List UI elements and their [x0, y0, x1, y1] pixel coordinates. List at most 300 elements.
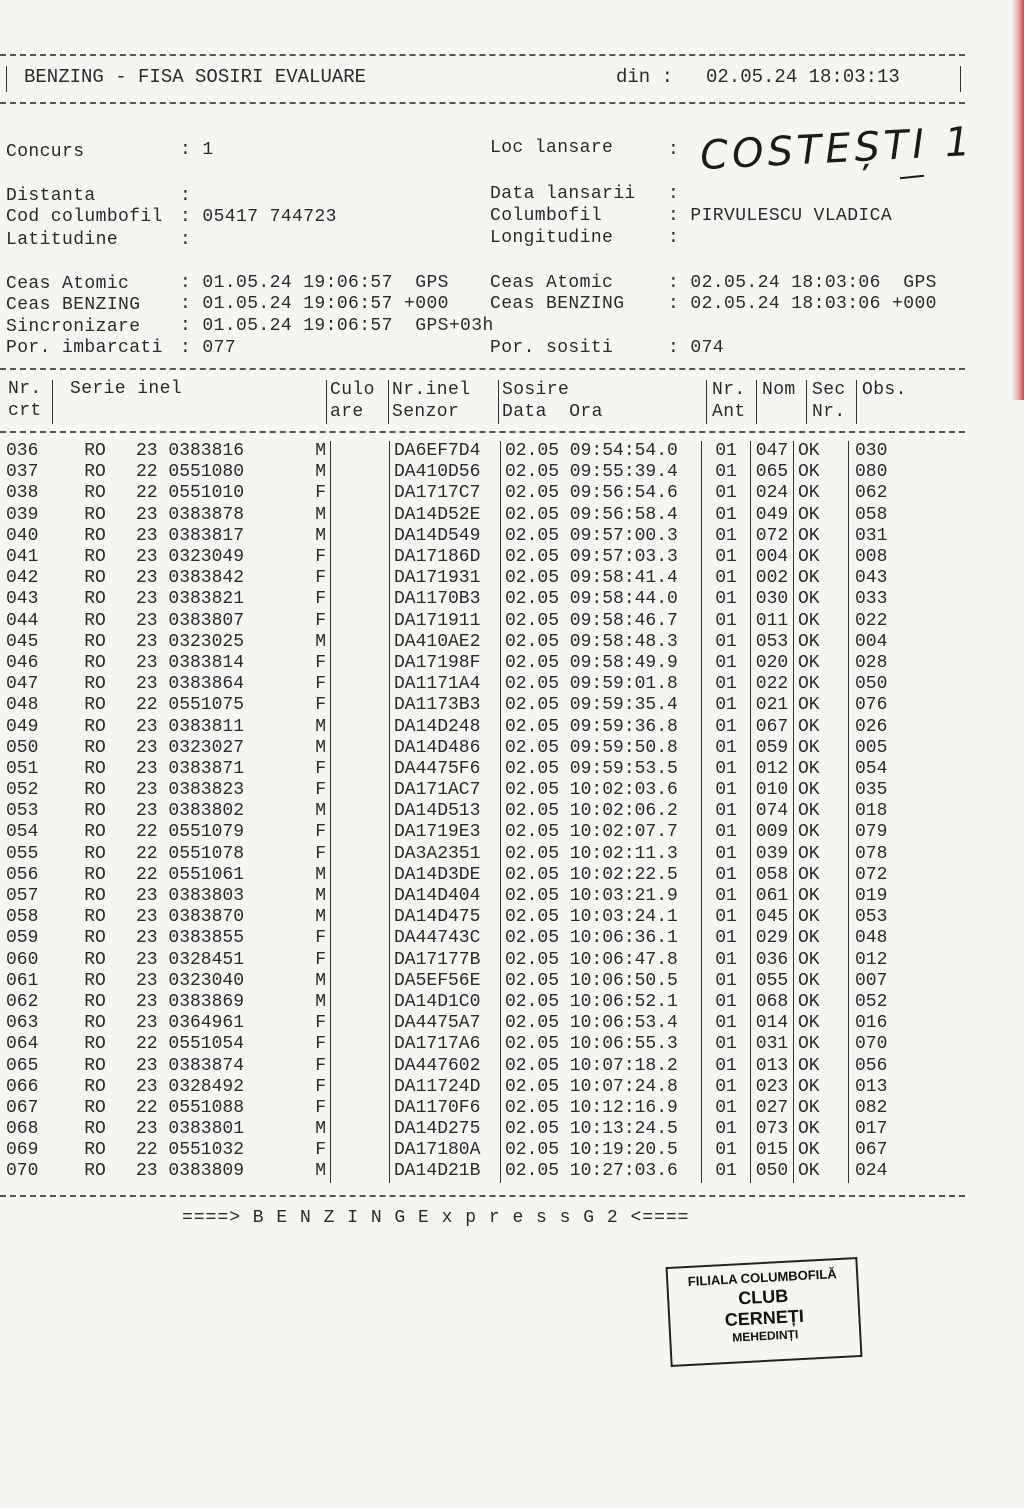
observation: 024	[849, 1161, 916, 1182]
sex-code: F	[315, 589, 326, 610]
observation: 076	[849, 695, 916, 716]
table-row	[6, 1013, 915, 1034]
ring-series: 23 0383811	[136, 716, 245, 737]
antenna-number: 01	[702, 462, 751, 483]
arrival-time: 02.05 09:59:36.8	[501, 716, 702, 737]
arrival-time: 02.05 10:12:16.9	[501, 1098, 702, 1119]
country-code: RO	[84, 801, 106, 822]
row-number: 056	[6, 864, 39, 885]
loc-lansare-label: Loc lansare	[490, 138, 614, 158]
row-number: 070	[6, 1161, 39, 1182]
sex-code: F	[315, 610, 326, 631]
color-cell	[331, 589, 390, 610]
row-number: 055	[6, 843, 39, 864]
nominated-number: 013	[751, 1055, 794, 1076]
observation: 058	[849, 505, 916, 526]
distanta-label: Distanta	[6, 186, 96, 206]
sex-code: F	[315, 843, 326, 864]
antenna-number: 01	[702, 971, 751, 992]
row-number: 045	[6, 631, 39, 652]
divider	[0, 102, 965, 104]
antenna-number: 01	[702, 716, 751, 737]
ring-series: 22 0551032	[136, 1140, 245, 1161]
color-cell	[331, 568, 390, 589]
divider	[806, 380, 807, 424]
sensor-ring: DA14D1C0	[390, 992, 501, 1013]
divider	[756, 380, 757, 424]
arrival-time: 02.05 09:54:54.0	[501, 441, 702, 462]
sensor-ring: DA1171A4	[390, 674, 501, 695]
security-status: OK	[794, 1034, 849, 1055]
antenna-number: 01	[702, 695, 751, 716]
nominated-number: 011	[751, 611, 794, 632]
arrival-time: 02.05 09:57:03.3	[501, 547, 702, 568]
divider	[0, 1195, 965, 1197]
ring-series: 23 0383821	[136, 589, 245, 610]
country-code: RO	[84, 610, 106, 631]
table-row	[6, 738, 915, 759]
sex-code: M	[315, 716, 326, 737]
nominated-number: 002	[751, 568, 794, 589]
col-obs-header: Obs.	[862, 380, 907, 400]
security-status: OK	[794, 886, 849, 907]
antenna-number: 01	[702, 1119, 751, 1140]
arrival-time: 02.05 10:06:53.4	[501, 1013, 702, 1034]
security-status: OK	[794, 865, 849, 886]
security-status: OK	[794, 759, 849, 780]
sex-code: F	[315, 1097, 326, 1118]
color-cell	[331, 674, 390, 695]
security-status: OK	[794, 822, 849, 843]
ring-series: 23 0383874	[136, 1055, 245, 1076]
security-status: OK	[794, 547, 849, 568]
table-row	[6, 716, 915, 737]
sensor-ring: DA5EF56E	[390, 971, 501, 992]
ceas-atomic-start-value: : 01.05.24 19:06:57 GPS	[180, 273, 449, 293]
observation: 012	[849, 950, 916, 971]
antenna-number: 01	[702, 547, 751, 568]
col-ant-header-2: Ant	[712, 402, 746, 422]
sensor-ring: DA1173B3	[390, 695, 501, 716]
antenna-number: 01	[702, 483, 751, 504]
observation: 016	[849, 1013, 916, 1034]
col-sec-header-2: Nr.	[812, 402, 846, 422]
ring-series: 23 0383807	[136, 610, 245, 631]
ring-series: 23 0383823	[136, 780, 245, 801]
nominated-number: 022	[751, 674, 794, 695]
nominated-number: 047	[751, 441, 794, 462]
sex-code: F	[315, 758, 326, 779]
table-row	[6, 865, 915, 886]
nominated-number: 014	[751, 1013, 794, 1034]
arrivals-table	[6, 441, 915, 1183]
arrival-time: 02.05 10:06:47.8	[501, 950, 702, 971]
arrival-time: 02.05 10:06:55.3	[501, 1034, 702, 1055]
ceas-atomic-end-label: Ceas Atomic	[490, 273, 614, 293]
observation: 080	[849, 462, 916, 483]
row-number: 049	[6, 716, 39, 737]
sensor-ring: DA14D513	[390, 801, 501, 822]
sensor-ring: DA171911	[390, 611, 501, 632]
table-row	[6, 653, 915, 674]
nominated-number: 050	[751, 1161, 794, 1182]
row-number: 058	[6, 907, 39, 928]
observation: 072	[849, 865, 916, 886]
row-number: 038	[6, 483, 39, 504]
arrival-time: 02.05 10:03:21.9	[501, 886, 702, 907]
ring-series: 22 0551080	[136, 462, 245, 483]
observation: 053	[849, 907, 916, 928]
country-code: RO	[84, 737, 106, 758]
footer-brand: ====> B E N Z I N G E x p r e s s G 2 <====	[182, 1208, 690, 1228]
row-number: 039	[6, 504, 39, 525]
data-lansarii-value: :	[668, 184, 680, 204]
col-senzor-header: Nr.inel	[392, 380, 471, 400]
row-number: 067	[6, 1097, 39, 1118]
color-cell	[331, 1098, 390, 1119]
nominated-number: 021	[751, 695, 794, 716]
arrival-time: 02.05 09:56:54.6	[501, 483, 702, 504]
table-row	[6, 886, 915, 907]
security-status: OK	[794, 907, 849, 928]
row-number: 059	[6, 928, 39, 949]
security-status: OK	[794, 1077, 849, 1098]
col-serie-header: Serie inel	[70, 379, 183, 399]
sensor-ring: DA6EF7D4	[390, 441, 501, 462]
sex-code: M	[315, 441, 326, 462]
row-number: 065	[6, 1055, 39, 1076]
country-code: RO	[84, 504, 106, 525]
stamp-line-4: MEHEDINȚI	[731, 1327, 799, 1345]
observation: 018	[849, 801, 916, 822]
nominated-number: 059	[751, 738, 794, 759]
observation: 026	[849, 716, 916, 737]
observation: 062	[849, 483, 916, 504]
nominated-number: 036	[751, 950, 794, 971]
color-cell	[331, 865, 390, 886]
observation: 082	[849, 1098, 916, 1119]
table-row	[6, 568, 915, 589]
table-row	[6, 483, 915, 504]
color-cell	[331, 1161, 390, 1182]
ring-series: 22 0551061	[136, 864, 245, 885]
observation: 033	[849, 589, 916, 610]
ring-series: 23 0383801	[136, 1119, 245, 1140]
table-row	[6, 950, 915, 971]
nominated-number: 067	[751, 716, 794, 737]
ring-series: 23 0383870	[136, 907, 245, 928]
antenna-number: 01	[702, 1077, 751, 1098]
ring-series: 23 0328451	[136, 949, 245, 970]
security-status: OK	[794, 738, 849, 759]
antenna-number: 01	[702, 505, 751, 526]
country-code: RO	[84, 652, 106, 673]
arrival-time: 02.05 10:06:36.1	[501, 928, 702, 949]
country-code: RO	[84, 991, 106, 1012]
sensor-ring: DA447602	[390, 1055, 501, 1076]
table-row	[6, 674, 915, 695]
table-row	[6, 1161, 915, 1182]
country-code: RO	[84, 1097, 106, 1118]
sensor-ring: DA3A2351	[390, 844, 501, 865]
security-status: OK	[794, 441, 849, 462]
ring-series: 23 0383864	[136, 674, 245, 695]
observation: 035	[849, 780, 916, 801]
arrival-time: 02.05 10:02:22.5	[501, 865, 702, 886]
ring-series: 23 0383869	[136, 991, 245, 1012]
ceas-atomic-end-value: : 02.05.24 18:03:06 GPS	[668, 273, 937, 293]
col-sosire-header: Sosire	[502, 380, 570, 400]
observation: 067	[849, 1140, 916, 1161]
ring-series: 22 0551088	[136, 1097, 245, 1118]
color-cell	[331, 950, 390, 971]
table-row	[6, 1119, 915, 1140]
sex-code: F	[315, 780, 326, 801]
sex-code: M	[315, 1119, 326, 1140]
arrival-time: 02.05 09:59:53.5	[501, 759, 702, 780]
country-code: RO	[84, 1013, 106, 1034]
antenna-number: 01	[702, 1034, 751, 1055]
antenna-number: 01	[702, 632, 751, 653]
col-nom-header: Nom	[762, 380, 796, 400]
sensor-ring: DA14D475	[390, 907, 501, 928]
ring-series: 23 0323027	[136, 737, 245, 758]
antenna-number: 01	[702, 611, 751, 632]
arrivals-table-body	[6, 441, 915, 1183]
sensor-ring: DA11724D	[390, 1077, 501, 1098]
security-status: OK	[794, 928, 849, 949]
arrival-time: 02.05 10:19:20.5	[501, 1140, 702, 1161]
sensor-ring: DA1170F6	[390, 1098, 501, 1119]
nominated-number: 073	[751, 1119, 794, 1140]
country-code: RO	[84, 1140, 106, 1161]
country-code: RO	[84, 864, 106, 885]
table-row	[6, 759, 915, 780]
color-cell	[331, 992, 390, 1013]
nominated-number: 058	[751, 865, 794, 886]
ring-series: 23 0323049	[136, 547, 245, 568]
security-status: OK	[794, 653, 849, 674]
row-number: 036	[6, 441, 39, 462]
row-number: 053	[6, 801, 39, 822]
table-row	[6, 611, 915, 632]
divider	[498, 380, 499, 424]
arrival-time: 02.05 10:27:03.6	[501, 1161, 702, 1182]
stamp-line-3: CERNEȚI	[724, 1305, 805, 1331]
country-code: RO	[84, 1034, 106, 1055]
sensor-ring: DA17177B	[390, 950, 501, 971]
latitudine-label: Latitudine	[6, 230, 119, 250]
sex-code: F	[315, 1034, 326, 1055]
table-row	[6, 589, 915, 610]
cod-columbofil-value: : 05417 744723	[180, 207, 337, 227]
ring-series: 23 0383878	[136, 504, 245, 525]
arrival-time: 02.05 10:07:18.2	[501, 1055, 702, 1076]
row-number: 062	[6, 991, 39, 1012]
observation: 028	[849, 653, 916, 674]
nominated-number: 065	[751, 462, 794, 483]
sensor-ring: DA44743C	[390, 928, 501, 949]
country-code: RO	[84, 907, 106, 928]
row-number: 043	[6, 589, 39, 610]
nominated-number: 004	[751, 547, 794, 568]
ceas-benzing-end-label: Ceas BENZING	[490, 294, 625, 314]
ceas-benzing-start-value: : 01.05.24 19:06:57 +000	[180, 294, 449, 314]
sensor-ring: DA410D56	[390, 462, 501, 483]
color-cell	[331, 1077, 390, 1098]
color-cell	[331, 1034, 390, 1055]
ring-series: 23 0383855	[136, 928, 245, 949]
country-code: RO	[84, 547, 106, 568]
latitudine-value: :	[180, 230, 192, 250]
color-cell	[331, 886, 390, 907]
nominated-number: 061	[751, 886, 794, 907]
arrival-time: 02.05 10:13:24.5	[501, 1119, 702, 1140]
divider	[0, 431, 965, 433]
security-status: OK	[794, 844, 849, 865]
country-code: RO	[84, 758, 106, 779]
observation: 030	[849, 441, 916, 462]
antenna-number: 01	[702, 1055, 751, 1076]
sensor-ring: DA14D549	[390, 526, 501, 547]
sensor-ring: DA14D275	[390, 1119, 501, 1140]
color-cell	[331, 971, 390, 992]
por-imbarcati-value: : 077	[180, 338, 237, 358]
antenna-number: 01	[702, 886, 751, 907]
arrival-time: 02.05 09:58:41.4	[501, 568, 702, 589]
security-status: OK	[794, 526, 849, 547]
row-number: 064	[6, 1034, 39, 1055]
col-culoare-header: Culo	[330, 380, 375, 400]
country-code: RO	[84, 674, 106, 695]
sincronizare-value: : 01.05.24 19:06:57 GPS+03h	[180, 316, 494, 336]
row-number: 061	[6, 970, 39, 991]
table-row	[6, 971, 915, 992]
observation: 056	[849, 1055, 916, 1076]
color-cell	[331, 505, 390, 526]
sex-code: M	[315, 462, 326, 483]
sensor-ring: DA14D52E	[390, 505, 501, 526]
antenna-number: 01	[702, 568, 751, 589]
ring-series: 23 0383814	[136, 652, 245, 673]
nominated-number: 072	[751, 526, 794, 547]
arrival-time: 02.05 10:03:24.1	[501, 907, 702, 928]
security-status: OK	[794, 1013, 849, 1034]
color-cell	[331, 780, 390, 801]
nominated-number: 015	[751, 1140, 794, 1161]
security-status: OK	[794, 483, 849, 504]
row-number: 069	[6, 1140, 39, 1161]
country-code: RO	[84, 525, 106, 546]
color-cell	[331, 632, 390, 653]
divider	[856, 380, 857, 424]
sensor-ring: DA4475A7	[390, 1013, 501, 1034]
antenna-number: 01	[702, 928, 751, 949]
security-status: OK	[794, 505, 849, 526]
arrival-time: 02.05 10:07:24.8	[501, 1077, 702, 1098]
report-date: 02.05.24 18:03:13	[706, 66, 900, 88]
nominated-number: 049	[751, 505, 794, 526]
security-status: OK	[794, 695, 849, 716]
sensor-ring: DA17198F	[390, 653, 501, 674]
ring-series: 23 0364961	[136, 1013, 245, 1034]
longitudine-label: Longitudine	[490, 228, 614, 248]
ring-series: 23 0383871	[136, 758, 245, 779]
sincronizare-label: Sincronizare	[6, 317, 141, 337]
country-code: RO	[84, 780, 106, 801]
color-cell	[331, 716, 390, 737]
sensor-ring: DA1170B3	[390, 589, 501, 610]
table-row	[6, 632, 915, 653]
nominated-number: 030	[751, 589, 794, 610]
sex-code: F	[315, 652, 326, 673]
row-number: 050	[6, 737, 39, 758]
observation: 050	[849, 674, 916, 695]
sensor-ring: DA14D3DE	[390, 865, 501, 886]
antenna-number: 01	[702, 526, 751, 547]
sex-code: F	[315, 547, 326, 568]
row-number: 051	[6, 758, 39, 779]
col-ant-header: Nr.	[712, 380, 746, 400]
observation: 048	[849, 928, 916, 949]
sex-code: M	[315, 504, 326, 525]
observation: 013	[849, 1077, 916, 1098]
nominated-number: 045	[751, 907, 794, 928]
antenna-number: 01	[702, 865, 751, 886]
row-number: 060	[6, 949, 39, 970]
nominated-number: 039	[751, 844, 794, 865]
table-row	[6, 801, 915, 822]
table-row	[6, 547, 915, 568]
nominated-number: 023	[751, 1077, 794, 1098]
ring-series: 22 0551010	[136, 483, 245, 504]
handwritten-location: COSTEȘTI 1	[698, 118, 976, 180]
sensor-ring: DA4475F6	[390, 759, 501, 780]
antenna-number: 01	[702, 738, 751, 759]
arrival-time: 02.05 09:57:00.3	[501, 526, 702, 547]
nominated-number: 009	[751, 822, 794, 843]
row-number: 048	[6, 695, 39, 716]
table-row	[6, 1140, 915, 1161]
observation: 019	[849, 886, 916, 907]
color-cell	[331, 1119, 390, 1140]
color-cell	[331, 547, 390, 568]
color-cell	[331, 738, 390, 759]
observation: 052	[849, 992, 916, 1013]
security-status: OK	[794, 1098, 849, 1119]
color-cell	[331, 483, 390, 504]
sensor-ring: DA14D404	[390, 886, 501, 907]
por-imbarcati-label: Por. imbarcati	[6, 338, 163, 358]
table-row	[6, 526, 915, 547]
observation: 017	[849, 1119, 916, 1140]
divider	[706, 380, 707, 424]
sensor-ring: DA17180A	[390, 1140, 501, 1161]
security-status: OK	[794, 462, 849, 483]
sex-code: M	[315, 631, 326, 652]
antenna-number: 01	[702, 1013, 751, 1034]
sensor-ring: DA1717C7	[390, 483, 501, 504]
table-row	[6, 695, 915, 716]
antenna-number: 01	[702, 1161, 751, 1182]
ring-series: 23 0383816	[136, 441, 245, 462]
country-code: RO	[84, 1161, 106, 1182]
sex-code: M	[315, 970, 326, 991]
date-label: din :	[616, 66, 674, 88]
sex-code: M	[315, 907, 326, 928]
row-number: 044	[6, 610, 39, 631]
data-lansarii-label: Data lansarii	[490, 184, 636, 204]
